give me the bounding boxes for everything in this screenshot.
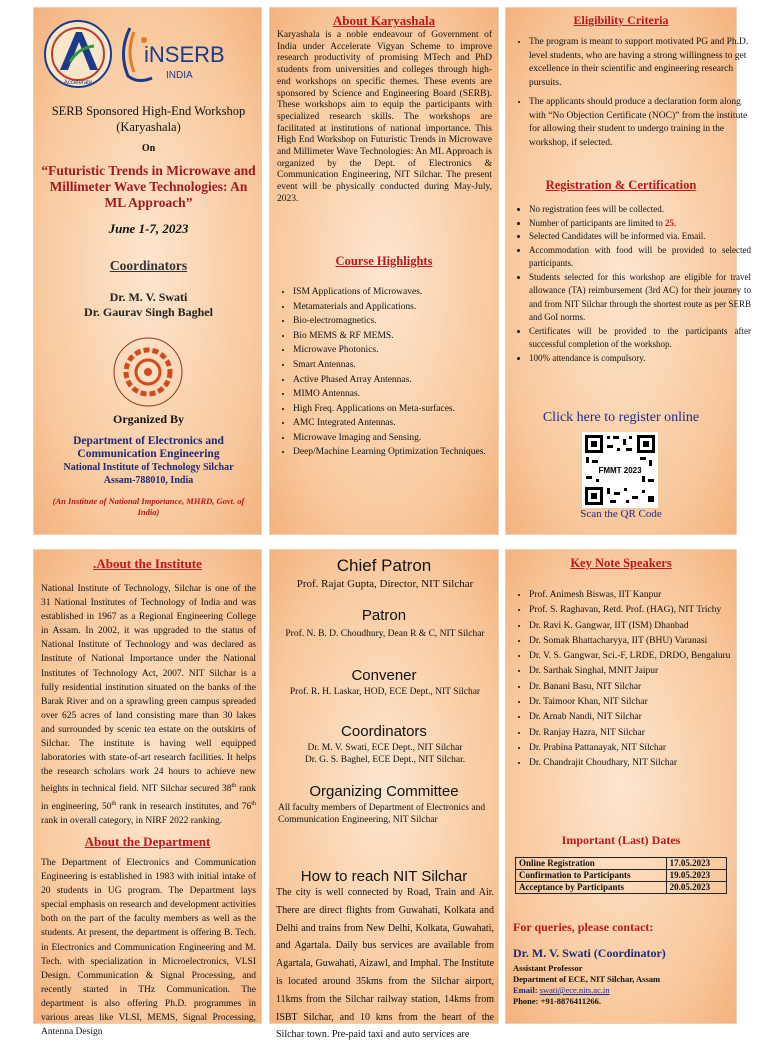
contact-title: Assistant Professor [513, 963, 583, 973]
coordinator-name: Dr. M. V. Swati, ECE Dept., NIT Silchar [307, 743, 463, 753]
list-item: • Number of participants are limited to 25. [529, 217, 751, 231]
coordinator-name: Dr. Gaurav Singh Baghel [84, 305, 213, 319]
ordinal-suffix: th [251, 800, 257, 807]
contact-name: Dr. M. V. Swati (Coordinator) [513, 946, 666, 960]
register-online-link[interactable]: Click here to register online [542, 410, 700, 425]
about-department-heading: About the Department [84, 834, 211, 849]
contact-email-line [513, 985, 735, 996]
how-to-reach-text: The city is well connected by Road, Train and Air. There are direct flights from Guwahati, Kolkata and Delhi and trains from New Delhi, Kolkata, Guwahati, and Agartala. Daily bus services are available from Agartala, Guwahati, Aizawl, and Imphal. The Institute is located around 35kms from the Silchar airport, 11kms from the Silchar railway station, 14kms from ISBT Silchar, and 10 kms from the heart of the Silchar town. Pre-paid taxi and auto services are [276, 887, 494, 1041]
coordinator-list [278, 742, 492, 766]
patron: Prof. N. B. D. Choudhury, Dean R & C, NIT Silchar [285, 629, 485, 639]
nit-silchar-emblem [112, 336, 184, 408]
list-item: • The program is meant to support motivated PG and Ph.D. level students, who are having a strong willingness to get excellence in their scientific and engineering research pursuits. [529, 36, 751, 90]
date-label: Acceptance by Participants [516, 882, 667, 894]
ordinal-suffix: th [111, 800, 117, 807]
about-panel [269, 7, 499, 535]
list-item: • Dr. Ravi K. Gangwar, IIT (ISM) Dhanbad [529, 619, 755, 634]
list-item: • Dr. V. S. Gangwar, Sci.-F, LRDE, DRDO, Bengaluru [529, 649, 755, 664]
convener-heading: Convener [351, 667, 417, 684]
institute-text-part: rank in research institutes, and 76 [116, 801, 252, 812]
important-dates-table [515, 857, 727, 894]
list-item: • Dr. Arnab Nandi, NIT Silchar [529, 710, 755, 725]
list-item: • Microwave Photonics. [293, 343, 515, 358]
how-to-reach-heading: How to reach NIT Silchar [300, 868, 468, 885]
list-item-text: Number of participants are limited to [529, 217, 663, 228]
list-item: • Bio MEMS & RF MEMS. [293, 329, 515, 344]
chief-patron-heading: Chief Patron [336, 556, 432, 575]
contact-email-link[interactable]: swati@ece.nits.ac.in [539, 985, 610, 995]
convener: Prof. R. H. Laskar, HOD, ECE Dept., NIT Silchar [289, 687, 481, 697]
contact-department: Department of ECE, NIT Silchar, Assam [513, 974, 661, 984]
ordinal-suffix: th [231, 783, 237, 790]
organizing-committee: All faculty members of Department of Electronics and Communication Engineering, NIT Silchar [278, 803, 486, 825]
eligibility-heading: Eligibility Criteria [573, 13, 669, 27]
list-item: • Dr. Prabina Pattanayak, NIT Silchar [529, 741, 755, 756]
contact-details [513, 963, 735, 1007]
list-item: • Deep/Machine Learning Optimization Techniques. [293, 446, 515, 458]
organized-by-heading: Organized By [113, 412, 184, 426]
list-item: • 100% attendance is compulsory. [529, 352, 751, 366]
keynote-speakers-heading: Key Note Speakers [570, 556, 672, 570]
coordinator-list [42, 290, 255, 320]
logo-right-text: iNSERB [144, 42, 225, 67]
list-item: • AMC Integrated Antennas. [293, 416, 515, 431]
about-karyashala-text: Karyashala is a noble endeavour of Government of India under Accelerate Vigyan Scheme to improve research productivity of promising MTech and PhD students from universities and colleges through high-end workshops on specific themes. These events are sponsored by Science and Engineering Board (SERB). These workshops aim to equip the participants with specialized research skills. The workshops are facilitated at institutions of national importance. This High End Workshop on Futuristic Trends in Microwave and Millimeter Wave Technologies: An ML Approach is organized by the Dept. of Electronics & Communication Engineering, NIT Silchar. The present event will be physically conducted during May-July, 2023. [277, 30, 492, 204]
list-item: • Metamaterials and Applications. [293, 300, 515, 315]
workshop-intro: SERB Sponsored High-End Workshop (Karyashala) [51, 104, 246, 134]
registration-list [509, 203, 751, 365]
course-highlights-list [273, 285, 515, 458]
list-item: • Prof. Animesh Biswas, IIT Kanpur [529, 588, 755, 603]
on-label: On [141, 143, 156, 154]
workshop-dates: June 1-7, 2023 [108, 221, 189, 236]
list-item: • Smart Antennas. [293, 358, 515, 373]
accelerate-vigyan-logo [45, 21, 111, 87]
institute-name: National Institute of Technology Silchar [63, 462, 234, 473]
date-value: 17.05.2023 [666, 858, 726, 870]
date-value: 20.05.2023 [666, 882, 726, 894]
logo-right-sub: INDIA [166, 70, 193, 81]
institute-text-part: rank in engineering, 50 [41, 784, 256, 812]
participant-limit: 25 [664, 217, 674, 228]
queries-heading: For queries, please contact: [513, 920, 654, 934]
list-item: • Microwave Imaging and Sensing. [293, 431, 515, 446]
logo-left-text: Accelerate [63, 80, 93, 86]
coordinator-name: Dr. G. S. Baghel, ECE Dept., NIT Silchar. [304, 755, 466, 765]
list-item: • Selected Candidates will be informed via. Email. [529, 230, 751, 244]
workshop-title: “Futuristic Trends in Microwave and Millimeter Wave Technologies: An ML Approach” [41, 163, 256, 210]
speakers-panel [505, 549, 737, 1024]
patron-heading: Patron [361, 607, 407, 624]
table-row [516, 870, 727, 882]
list-item: • No registration fees will be collected. [529, 203, 751, 217]
date-label: Confirmation to Participants [516, 870, 667, 882]
list-item: • Bio-electromagnetics. [293, 314, 515, 329]
date-label: Online Registration [516, 858, 667, 870]
important-dates-heading: Important (Last) Dates [561, 833, 681, 847]
course-highlights-heading: Course Highlights [335, 254, 433, 268]
serb-logo [123, 28, 224, 81]
contact-phone: Phone: +91-8876411266. [513, 996, 601, 1006]
coordinators-heading: Coordinators [109, 258, 188, 273]
organizing-committee-heading: Organizing Committee [309, 783, 459, 800]
list-item: • Students selected for this workshop are eligible for travel allowance (TA) reimbursement (3rd AC) for their journey to and from NIT Silchar through the shortest route as per SERB and GoI norms. [529, 271, 751, 325]
table-row [516, 882, 727, 894]
eligibility-list [509, 36, 751, 150]
coordinator-name: Dr. M. V. Swati [109, 290, 188, 304]
institute-text-part: National Institute of Technology, Silchar is one of the 31 National Institutes of Technology of India and was established in 1967 as a Regional Engineering College in Assam. In 2002, it was upgraded to the status of National Institute of Technology and was declared as Institute of National Importance under the National Institutes of Technology Act, 2007. NIT Silchar is a fully residential institution situated on the banks of the Barak River and on a sprawling green campus spreaded over 625 acres of land consisting mare than 30 lakes and surrounded by scenic tea estate on the outskirts of Silchar. The institute is having well equipped laboratories with state-of-art research facilities. It helps the research scholars work 24 hours to achieve new heights in technical field. NIT Silchar secured 38 [41, 584, 256, 795]
registration-heading: Registration & Certification [545, 178, 697, 192]
list-item: • Accommodation with food will be provided to selected participants. [529, 244, 751, 271]
list-item: • Dr. Ranjay Hazra, NIT Silchar [529, 726, 755, 741]
date-value: 19.05.2023 [666, 870, 726, 882]
list-item: • Dr. Somak Bhattacharyya, IIT (BHU) Varanasi [529, 634, 755, 649]
institute-text-part: rank in overall category, in NIRF 2022 ranking. [41, 815, 223, 826]
organizing-institute [42, 461, 255, 487]
eligibility-panel [505, 7, 751, 535]
about-karyashala-heading: About Karyashala [332, 13, 436, 28]
list-item: • ISM Applications of Microwaves. [293, 285, 515, 300]
title-panel [33, 7, 262, 535]
logos [42, 18, 256, 90]
qr-code[interactable] [582, 432, 658, 508]
list-item: • Prof. S. Raghavan, Retd. Prof. (HAG), NIT Trichy [529, 603, 755, 618]
list-item: • The applicants should produce a declaration form along with “No Objection Certificate (NOC)” from the institute for allowing their student to undergo training in the workshop, if selected. [529, 96, 751, 150]
about-department-text: The Department of Electronics and Communication Engineering is established in 1983 with initial intake of 20 students in UG program. The Department lays special emphasis on research and development activities both on the part of the faculty members as well as the students. At present, the department is offering B. Tech. in Electronics and Communication Engineering and M. Tech. with specialization in Microelectronics, VLSI Design. Communication & Signal Processing, and recently started in THz Communication. The department is also offering Ph.D. programmes in various areas like VLSI, MEMS, Signal Processing, Antenna Design [41, 858, 256, 1038]
list-item: • MIMO Antennas. [293, 387, 515, 402]
keynote-speakers-list [509, 588, 755, 772]
email-label: Email: [513, 985, 538, 995]
list-item: • High Freq. Applications on Meta-surfaces. [293, 402, 515, 417]
institute-address: Assam-788010, India [103, 475, 194, 486]
list-item: • Dr. Sarthak Singhal, MNIT Jaipur [529, 664, 755, 679]
institute-note: (An Institute of National Importance, MHRD, Govt. of India) [52, 496, 245, 517]
table-row [516, 858, 727, 870]
chief-patron: Prof. Rajat Gupta, Director, NIT Silchar [296, 578, 474, 590]
institute-panel [33, 549, 262, 1038]
list-item: • Dr. Banani Basu, NIT Silchar [529, 680, 755, 695]
scan-qr-label: Scan the QR Code [580, 508, 662, 520]
about-institute-text [41, 582, 256, 828]
about-institute-heading: .About the Institute [93, 556, 202, 571]
committee-panel [269, 549, 499, 1041]
qr-label: FMMT 2023 [598, 466, 642, 475]
coordinators-heading: Coordinators [341, 723, 427, 740]
list-item: • Dr. Taimoor Khan, NIT Silchar [529, 695, 755, 710]
list-item: • Dr. Chandrajit Choudhary, NIT Silchar [529, 756, 755, 771]
list-item: • Active Phased Array Antennas. [293, 373, 515, 388]
list-item: • Certificates will be provided to the participants after successful completion of the workshop. [529, 325, 751, 352]
organizing-department: Department of Electronics and Communication Engineering [73, 435, 224, 460]
